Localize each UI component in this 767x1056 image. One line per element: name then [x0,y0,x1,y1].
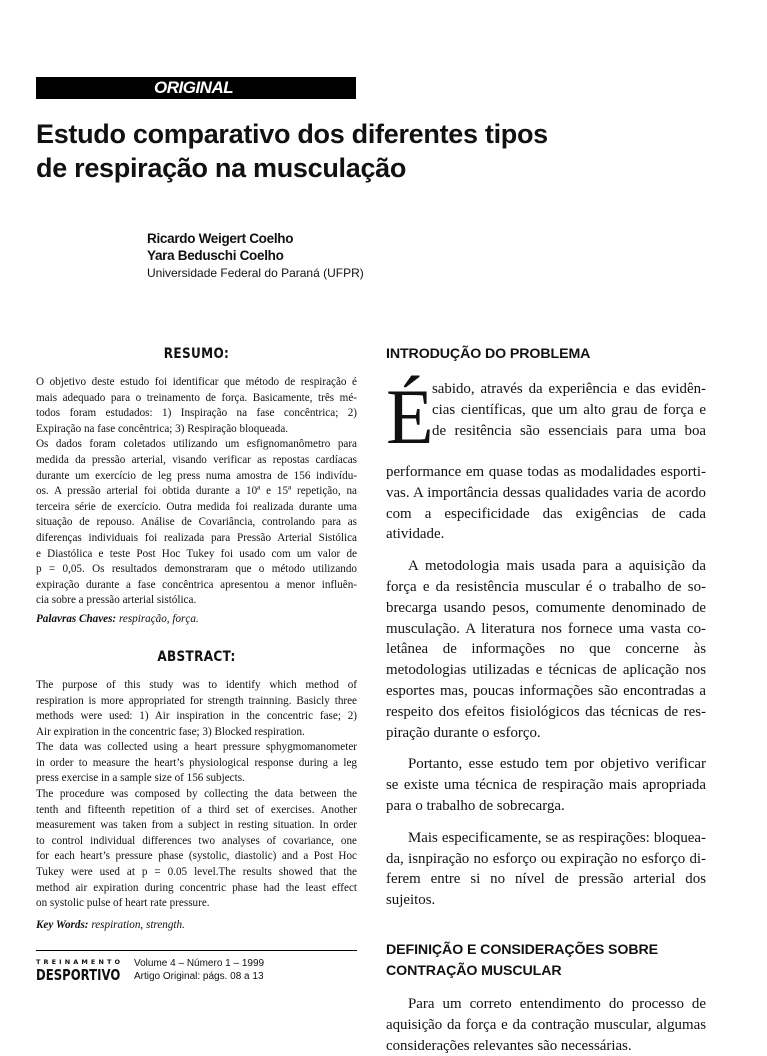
body-line: cias científicas, que um alto grau de força e [432,401,706,418]
intro-paragraph [386,754,706,816]
resumo-line: terceira série de exercício. Outra medida foi realizada durante uma [36,500,357,513]
resumo-line: diferenças individuais foi realizada para Pressão Arterial Sistólica [36,531,357,544]
keywords-value: respiration, strength. [91,918,185,931]
definicao-heading-line: CONTRAÇÃO MUSCULAR [386,962,562,979]
body-line: sabido, através da experiência e das evidên- [432,381,706,397]
abstract-text [36,678,357,912]
body-line: musculação. A literatura nos fornece uma vasta co- [386,620,706,637]
section-label: ORIGINAL [154,78,234,97]
author-name: Yara Beduschi Coelho [147,248,284,263]
resumo-line: todos foram estudados: 1) Inspiração na fase concêntrica; 2) [36,407,357,420]
body-line: esportes mas, poucas informações são encontradas a [386,682,706,699]
resumo-line: medida da pressão arterial, visando verificar as repostas cardíacas [36,453,357,466]
left-column [36,344,357,933]
abstract-keywords [36,918,357,933]
article-title [36,117,636,185]
abstract-line: methods were used: 1) Air inspiration in the concentric fase; 2) [36,710,357,723]
abstract-line: for each heart’s pressure phase (systolic, diastolic) and a Post Hoc [36,850,357,863]
author-affiliation: Universidade Federal do Paraná (UFPR) [147,266,364,280]
body-line: performance em quase todas as modalidades esporti- [386,464,706,480]
abstract-section [36,647,357,933]
abstract-line: Tukey were used at p = 0.05 level.The results showed that the [36,866,357,879]
abstract-line: The purpose of this study was to identify which method of [36,678,357,691]
article-title-line: Estudo comparativo dos diferentes tipos [36,119,548,149]
abstract-heading: ABSTRACT: [157,648,236,665]
resumo-section [36,344,357,627]
volume-info: Volume 4 – Número 1 – 1999 [134,958,265,969]
journal-logo-bottom: DESPORTIVO [36,966,121,984]
resumo-line: e Diastólica e teste Post Hoc Tukey foi usado com um valor de [36,547,357,560]
section-band [36,77,356,99]
keywords-value: respiração, força. [118,612,199,625]
author-block [147,230,364,282]
resumo-line: Os dados foram coletados utilizando um esfignomanômetro para [36,438,357,451]
resumo-heading: RESUMO: [163,346,230,362]
body-line: Portanto, esse estudo tem por objetivo verificar [408,756,706,773]
body-line: com a especificidade das exigências de cada atividade. [386,505,706,543]
page-footer [36,950,357,984]
resumo-line: mais adequado para o treinamento de força. Basicamente, três mé- [36,391,357,404]
body-line: aquisição da força e da contração muscular, algumas [386,1016,706,1033]
abstract-line: The data was collected using a heart pressure sphygmomanometer [36,741,357,754]
body-line: se existe uma técnica de respiração mais apropriada [386,777,706,794]
body-line: brecarga usando pesos, comumente denominado de [386,599,706,616]
resumo-keywords [36,612,357,627]
abstract-line: tenth and fifteenth repetition of a third set of exercises. Another [36,803,357,816]
abstract-line: in order to measure the heart’s physiological response during a leg [36,756,357,769]
body-line: Para um correto entendimento do processo de [408,995,706,1012]
journal-logo-top: TREINAMENTO [36,958,124,966]
drop-cap: É [386,373,434,460]
resumo-line: expiração durante a fase concêntrica apresentou a menor influên- [36,578,357,591]
definicao-heading-line: DEFINIÇÃO E CONSIDERAÇÕES SOBRE [386,941,659,958]
body-line: ferem entre si no nível de pressão arterial dos sujeitos. [386,871,706,909]
body-line: vas. A importância dessas qualidades varia de acordo [386,484,706,501]
body-line: de resitência são essenciais para uma boa [432,422,706,439]
definicao-heading [386,940,706,982]
author-name: Ricardo Weigert Coelho [147,231,294,246]
intro-body [386,373,706,911]
body-line: metodologias utilizadas e técnicas de aplicação nos [386,662,706,679]
right-column [386,344,706,1056]
intro-paragraph [386,373,706,462]
resumo-line: os. A pressão arterial foi obtida durante a 10ª e 15ª repetição, na [36,485,357,498]
journal-logo [36,958,124,984]
abstract-line: Air expiration in the concentric fase; 3) Blocked respiration. [36,725,305,738]
body-line: respeito dos efeitos fisiológicos das técnicas de res- [386,703,706,720]
intro-heading: INTRODUÇÃO DO PROBLEMA [386,346,591,362]
keywords-label: Key Words: [36,918,89,931]
abstract-line: method air expiration during concentric phase had the least effect [36,881,357,894]
body-line: para o trabalho de sobrecarga. [386,797,565,814]
intro-paragraph [386,828,706,911]
resumo-text [36,375,357,609]
abstract-line: to control individual differences two analyses of covariance, one [36,834,357,847]
abstract-line: The procedure was composed by collecting the data between the [36,788,357,801]
body-line: força e da resistência muscular é o trabalho de so- [386,578,706,595]
article-title-line: de respiração na musculação [36,153,407,183]
resumo-line: p = 0,05. Os resultados demonstraram que o método utilizando [36,563,357,576]
body-line: A metodologia mais usada para a aquisição da [408,558,706,575]
keywords-label: Palavras Chaves: [36,612,117,625]
body-line: piração durante o esforço. [386,724,541,741]
resumo-line: situação de repouso. Análise de Covariância, controlando para as [36,516,357,529]
resumo-line: durante um exercício de leg press numa amostra de 156 indivídu- [36,469,357,482]
pages-info: Artigo Original: págs. 08 a 13 [134,971,264,982]
body-line: da, isnpiração no esforço ou expiração no esforço di- [386,850,706,867]
publication-info [134,957,264,983]
resumo-line: cia sobre a pressão arterial sistólica. [36,594,197,607]
definicao-body [386,994,706,1056]
abstract-line: respiration is more appropriated for strength trainning. Basicly three [36,694,357,707]
drop-cap-lines [432,379,706,441]
body-line: Mais especificamente, se as respirações: bloquea- [408,829,706,846]
abstract-line: on systolic pulse of heart rate pressure. [36,897,210,910]
body-line: considerações relevantes são necessárias. [386,1037,632,1054]
resumo-line: O objetivo deste estudo foi identificar que método de respiração é [36,376,357,388]
body-line: letânea de informações no que concerne às [386,641,706,658]
abstract-line: measurement was taken from a subject in resting situation. In order [36,819,357,832]
intro-paragraph [386,556,706,743]
abstract-line: press exercise in a sample size of 156 subjects. [36,772,245,785]
resumo-line: Expiração na fase concêntrica; 3) Respiração bloqueada. [36,422,289,435]
